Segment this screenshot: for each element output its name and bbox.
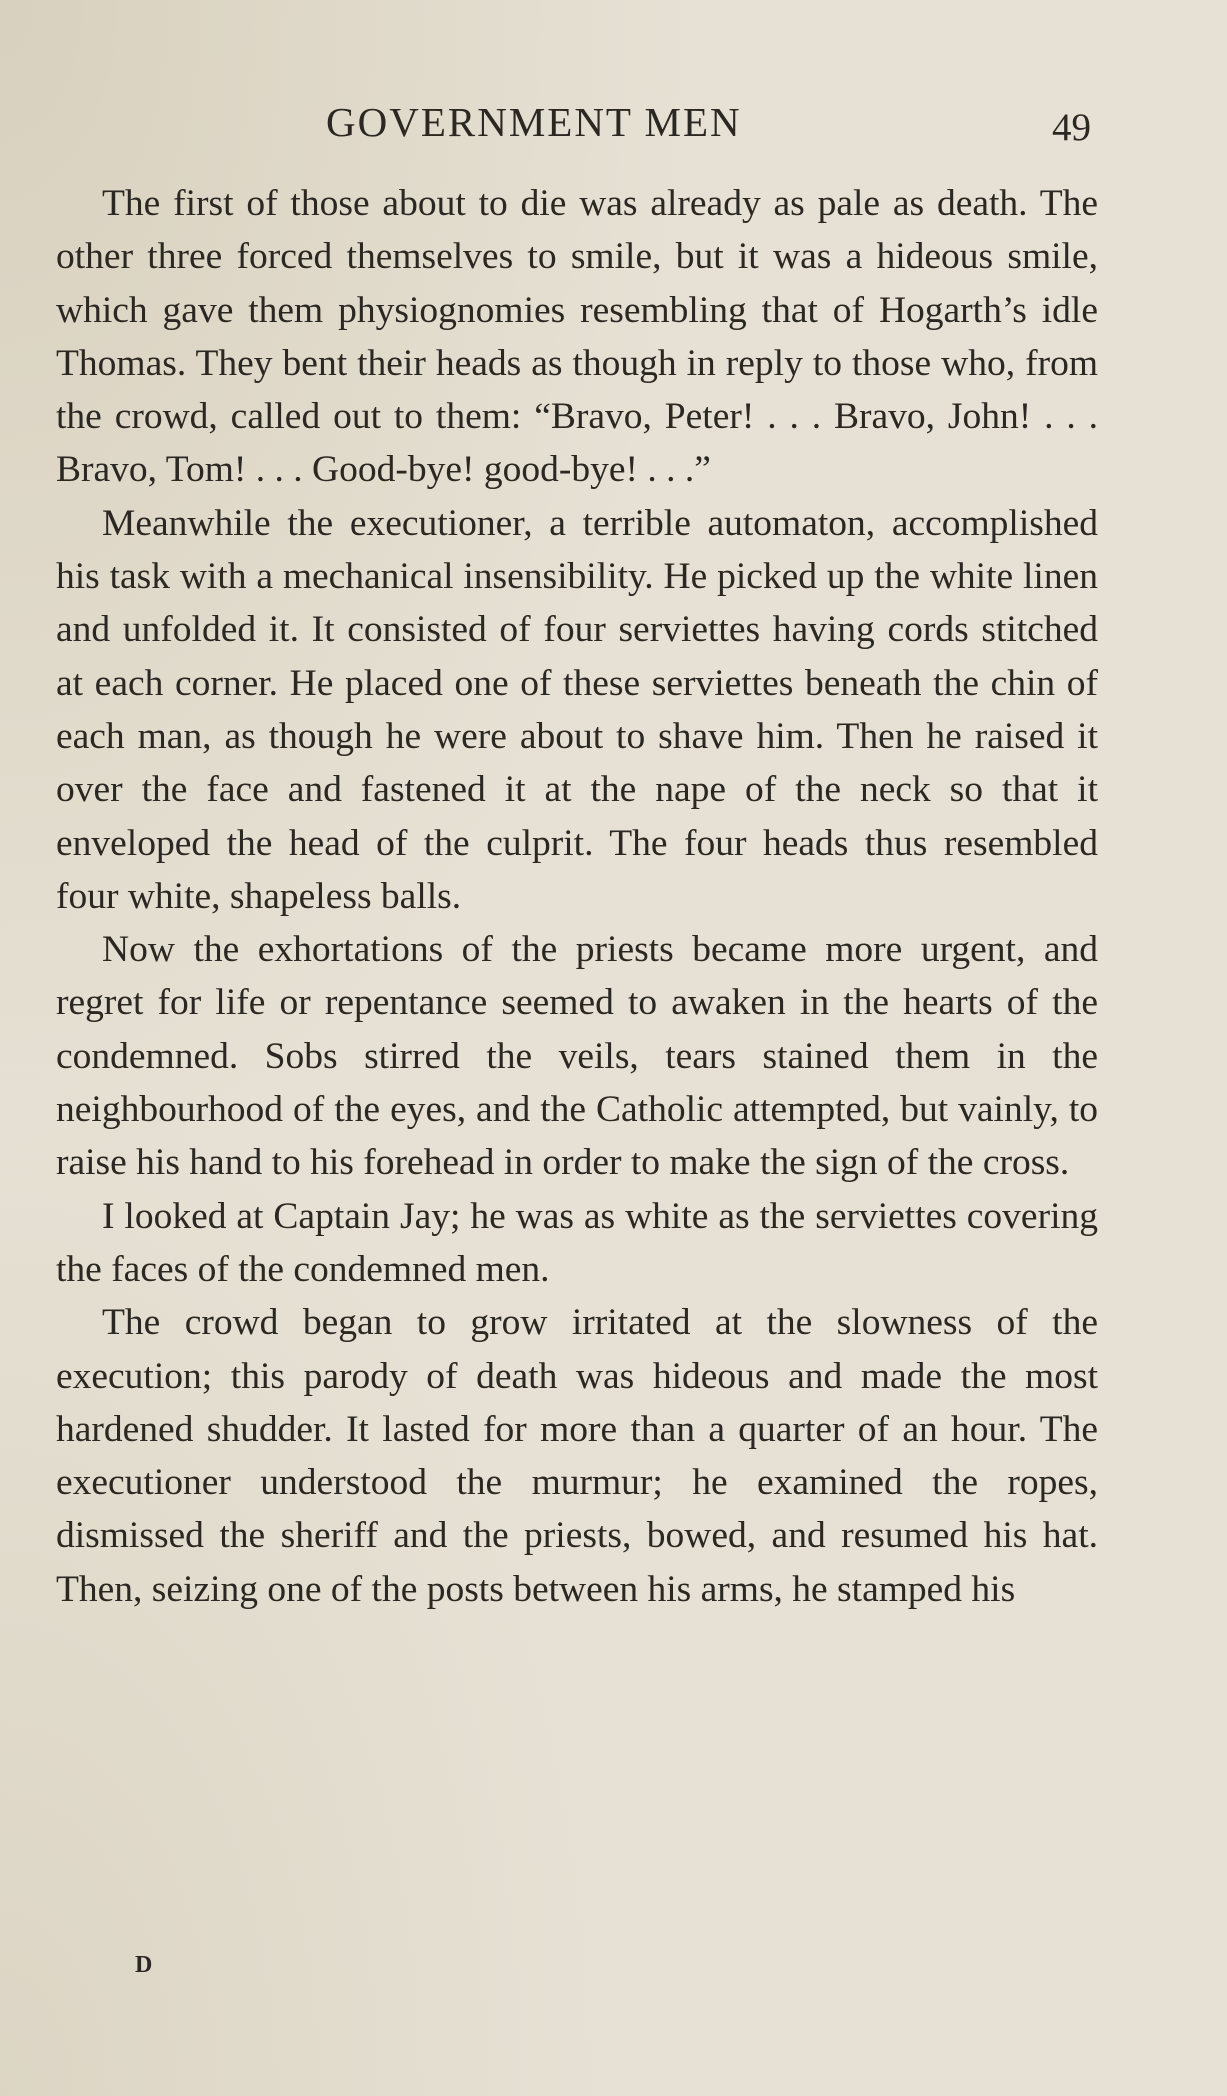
signature-mark: D [135, 1952, 153, 1978]
paragraph: Meanwhile the executioner, a terrible automaton, accomplished his task with a mechanical insensibility. He picked up the white linen and unfolded it. It consisted of four serviettes having cords stitched at each corner. He placed one of these serviettes beneath the chin of each man, as though he were about to shave him. Then he raised it over the face and fastened it at the nape of the neck so that it enveloped the head of the culprit. The four heads thus resembled four white, shapeless balls. [56, 502, 1098, 917]
paragraph: The first of those about to die was already as pale as death. The other three forced themselves to smile, but it was a hideous smile, which gave them physiognomies resembling that of Hogarth’s idle Thomas. They bent their heads as though in reply to those who, from the crowd, called out to them: “Bravo, Peter! . . . Bravo, John! . . . Bravo, Tom! . . . Good-bye! good-bye! . . .” [56, 183, 1098, 491]
running-head [0, 92, 1227, 152]
paragraph: The crowd began to grow irritated at the slowness of the execution; this parody of death was hideous and made the most hardened shudder. It lasted for more than a quarter of an hour. The executioner understood the murmur; he examined the ropes, dismissed the sheriff and the priests, bowed, and resumed his hat. Then, seizing one of the posts between his arms, he stamped his [56, 1302, 1098, 1610]
running-title: GOVERNMENT MEN [326, 99, 742, 145]
body-text [56, 177, 1098, 1616]
paragraph: I looked at Captain Jay; he was as white as the serviettes covering the faces of the condemned men. [56, 1195, 1098, 1290]
page-number: 49 [1052, 106, 1091, 149]
paragraph: Now the exhortations of the priests became more urgent, and regret for life or repentance seemed to awaken in the hearts of the condemned. Sobs stirred the veils, tears stained them in the neighbourhood of the eyes, and the Catholic attempted, but vainly, to raise his hand to his forehead in order to make the sign of the cross. [56, 929, 1098, 1184]
